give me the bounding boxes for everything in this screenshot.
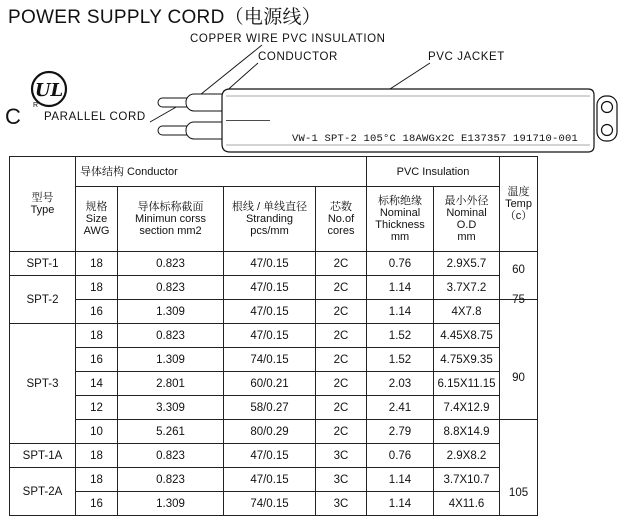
type-header-text: 型号 Type <box>30 192 55 216</box>
stranding-cell: 47/0.15 <box>224 444 316 468</box>
size-cell: 18 <box>76 468 118 492</box>
page-title: POWER SUPPLY CORD（电源线） <box>8 7 322 28</box>
size-header <box>76 187 118 252</box>
thickness-cell: 0.76 <box>367 444 434 468</box>
od-cell: 4.45X8.75 <box>434 324 500 348</box>
temp-header-text: 温度 Temp （c） <box>504 186 533 222</box>
thickness-header-text: 标称绝缘 Nominal Thickness mm <box>375 195 425 243</box>
ul-c-mark: C <box>5 104 21 129</box>
od-cell: 4.75X9.35 <box>434 348 500 372</box>
temp-cell <box>500 294 538 420</box>
cable-cross-section <box>597 96 617 141</box>
type-cell: SPT-1A <box>10 444 76 468</box>
table-row <box>10 348 538 372</box>
od-cell: 2.9X5.7 <box>434 252 500 276</box>
ul-registered-mark: R <box>33 102 39 109</box>
table-row <box>10 468 538 492</box>
section-cell: 0.823 <box>118 324 224 348</box>
stranding-header <box>224 187 316 252</box>
ul-logo-text: UL <box>34 80 64 101</box>
type-cell: SPT-2 <box>10 276 76 324</box>
thickness-cell: 1.14 <box>367 300 434 324</box>
cores-cell: 2C <box>316 372 367 396</box>
table-row <box>10 276 538 300</box>
cable-diagram <box>0 0 626 160</box>
size-cell: 16 <box>76 348 118 372</box>
spec-table <box>9 156 538 516</box>
cores-cell: 2C <box>316 252 367 276</box>
cores-cell: 3C <box>316 444 367 468</box>
size-cell: 18 <box>76 324 118 348</box>
section-cell: 0.823 <box>118 252 224 276</box>
section-cell: 0.823 <box>118 468 224 492</box>
table-row <box>10 420 538 444</box>
cores-cell: 2C <box>316 300 367 324</box>
thickness-cell: 1.52 <box>367 324 434 348</box>
pvc-group-header: PVC Insulation <box>367 157 500 187</box>
stranding-cell: 47/0.15 <box>224 468 316 492</box>
section-cell: 0.823 <box>118 276 224 300</box>
stranding-cell: 47/0.15 <box>224 276 316 300</box>
section-header <box>118 187 224 252</box>
cores-cell: 2C <box>316 348 367 372</box>
od-cell: 3.7X10.7 <box>434 468 500 492</box>
size-cell: 18 <box>76 252 118 276</box>
thickness-cell: 1.14 <box>367 276 434 300</box>
cable-print-text <box>292 133 578 145</box>
table-row <box>10 372 538 396</box>
od-cell: 4X11.6 <box>434 492 500 516</box>
size-cell: 12 <box>76 396 118 420</box>
size-cell: 18 <box>76 276 118 300</box>
cores-cell: 2C <box>316 276 367 300</box>
table-row <box>10 324 538 348</box>
temp-cell: 60 <box>500 252 538 300</box>
stranding-cell: 58/0.27 <box>224 396 316 420</box>
thickness-cell: 2.03 <box>367 372 434 396</box>
size-cell: 10 <box>76 420 118 444</box>
section-cell: 5.261 <box>118 420 224 444</box>
type-header <box>10 157 76 252</box>
jacket-label: PVC JACKET <box>428 51 505 63</box>
cores-cell: 3C <box>316 492 367 516</box>
cable-print-main: VW-1 SPT-2 105°C 18AWGx2C E137357 191710-001 <box>292 133 579 145</box>
stranding-header-text: 根线 / 单线直径 Stranding pcs/mm <box>231 201 308 237</box>
section-cell: 2.801 <box>118 372 224 396</box>
stranding-cell: 74/0.15 <box>224 492 316 516</box>
thickness-cell: 2.79 <box>367 420 434 444</box>
parallel-leader-line <box>150 106 178 122</box>
insulation-label: COPPER WIRE PVC INSULATION <box>190 33 386 45</box>
stranding-cell: 80/0.29 <box>224 420 316 444</box>
conductor-group-header: 导体结构 Conductor <box>76 157 367 187</box>
size-header-text: 规格 Size AWG <box>83 201 110 237</box>
od-cell: 6.15X11.15 <box>434 372 500 396</box>
conductor-label: CONDUCTOR <box>258 51 338 63</box>
cores-cell: 2C <box>316 420 367 444</box>
section-cell: 1.309 <box>118 348 224 372</box>
stranding-cell: 74/0.15 <box>224 348 316 372</box>
temp-value-90: 90 <box>512 372 525 384</box>
size-cell: 16 <box>76 492 118 516</box>
cores-cell: 3C <box>316 468 367 492</box>
thickness-header <box>367 187 434 252</box>
thickness-cell: 2.41 <box>367 396 434 420</box>
table-row <box>10 252 538 276</box>
section-cell: 1.309 <box>118 300 224 324</box>
od-cell: 8.8X14.9 <box>434 420 500 444</box>
parallel-cord-label: PARALLEL CORD <box>44 111 146 123</box>
type-cell: SPT-3 <box>10 324 76 444</box>
type-cell: SPT-2A <box>10 468 76 516</box>
table-row <box>10 492 538 516</box>
thickness-cell: 1.52 <box>367 348 434 372</box>
thickness-cell: 1.14 <box>367 468 434 492</box>
thickness-cell: 1.14 <box>367 492 434 516</box>
stranding-cell: 60/0.21 <box>224 372 316 396</box>
thickness-cell: 0.76 <box>367 252 434 276</box>
size-cell: 18 <box>76 444 118 468</box>
table-row <box>10 396 538 420</box>
od-cell: 7.4X12.9 <box>434 396 500 420</box>
od-header-text: 最小外径 Nominal O.D mm <box>444 195 489 243</box>
od-cell: 3.7X7.2 <box>434 276 500 300</box>
section-cell: 3.309 <box>118 396 224 420</box>
od-cell: 2.9X8.2 <box>434 444 500 468</box>
od-cell: 4X7.8 <box>434 300 500 324</box>
cores-cell: 2C <box>316 396 367 420</box>
table-row <box>10 300 538 324</box>
temp-header <box>500 157 538 252</box>
section-header-text: 导体标称截面 Minimun corss section mm2 <box>135 201 206 237</box>
table-row <box>10 444 538 468</box>
stranding-cell: 47/0.15 <box>224 324 316 348</box>
stranding-cell: 47/0.15 <box>224 252 316 276</box>
od-header <box>434 187 500 252</box>
size-cell: 14 <box>76 372 118 396</box>
section-cell: 1.309 <box>118 492 224 516</box>
section-cell: 0.823 <box>118 444 224 468</box>
type-cell: SPT-1 <box>10 252 76 276</box>
temp-value-75: 75 <box>512 294 525 306</box>
size-cell: 16 <box>76 300 118 324</box>
temp-cell: 105 <box>500 420 538 516</box>
cores-cell: 2C <box>316 324 367 348</box>
cores-header-text: 芯数 No.of cores <box>327 201 355 237</box>
stranding-cell: 47/0.15 <box>224 300 316 324</box>
cores-header <box>316 187 367 252</box>
